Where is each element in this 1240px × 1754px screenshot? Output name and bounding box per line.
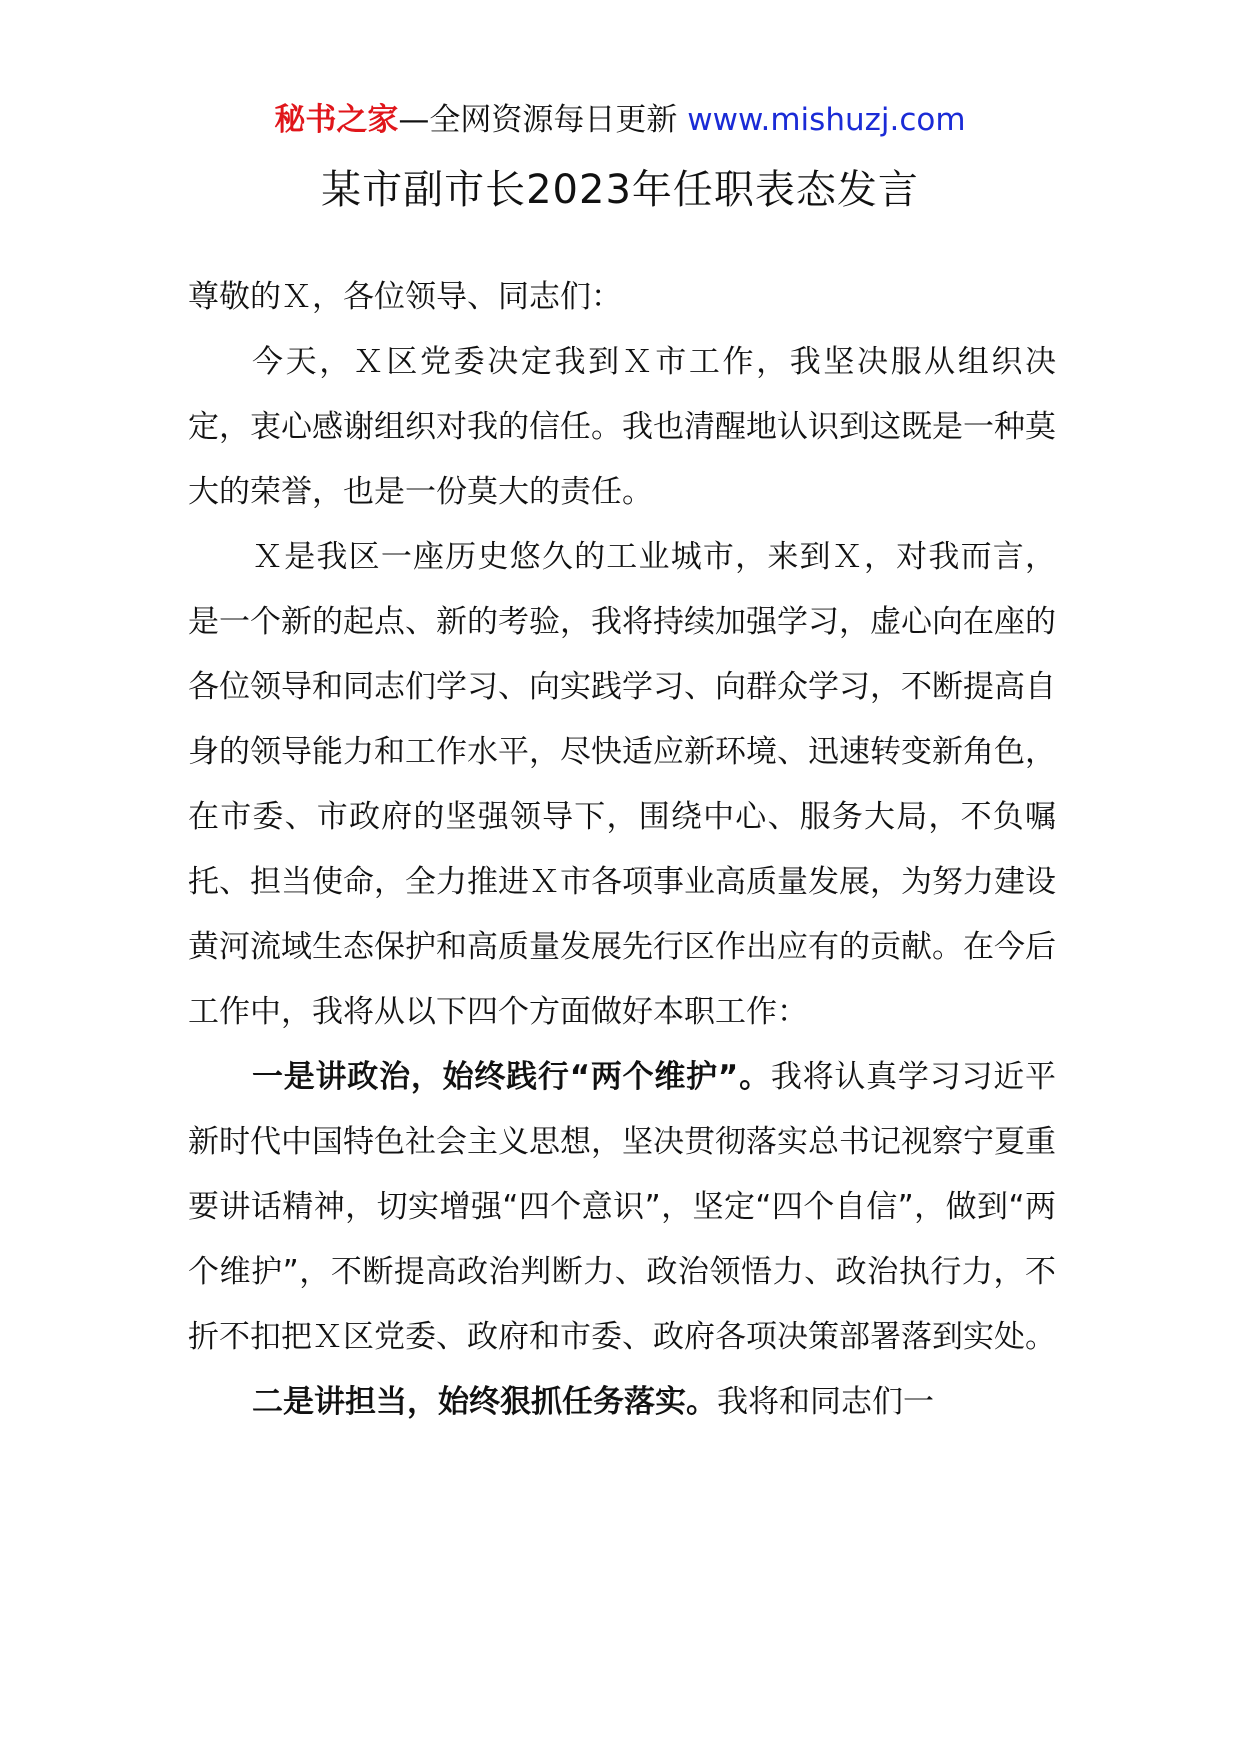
paragraph-4 <box>188 1370 1056 1435</box>
site-url-link[interactable]: www.mishuzj.com <box>687 102 966 138</box>
paragraph-lead: 一是讲政治，始终践行“两个维护”。 <box>252 1059 771 1095</box>
salutation: 尊敬的Ｘ，各位领导、同志们： <box>188 279 622 315</box>
paragraph-text: 我将和同志们一 <box>717 1384 934 1420</box>
site-header <box>0 100 1240 140</box>
document-body <box>188 265 1056 1435</box>
paragraph-text: Ｘ是我区一座历史悠久的工业城市，来到Ｘ，对我而言，是一个新的起点、新的考验，我将持续加强学习，虚心向在座的各位领导和同志们学习、向实践学习、向群众学习，不断提高自身的领导能力和工作水平，尽快适应新环境、迅速转变新角色，在市委、市政府的坚强领导下，围绕中心、服务大局，不负嘱托、担当使命，全力推进Ｘ市各项事业高质量发展，为努力建设黄河流域生态保护和高质量发展先行区作出应有的贡献。在今后工作中，我将从以下四个方面做好本职工作： <box>188 539 1056 1030</box>
header-slogan: —全网资源每日更新 <box>398 102 688 138</box>
paragraph-3 <box>188 1045 1056 1370</box>
paragraph-1 <box>188 330 1056 525</box>
paragraph-text: 我将认真学习习近平新时代中国特色社会主义思想，坚决贯彻落实总书记视察宁夏重要讲话精神，切实增强“四个意识”，坚定“四个自信”，做到“两个维护”，不断提高政治判断力、政治领悟力、政治执行力，不折不扣把Ｘ区党委、政府和市委、政府各项决策部署落到实处。 <box>188 1059 1057 1355</box>
paragraph-lead: 二是讲担当，始终狠抓任务落实。 <box>252 1384 717 1420</box>
paragraph-text: 今天，Ｘ区党委决定我到Ｘ市工作，我坚决服从组织决定，衷心感谢组织对我的信任。我也清醒地认识到这既是一种莫大的荣誉，也是一份莫大的责任。 <box>188 344 1056 510</box>
document-title: 某市副市长2023年任职表态发言 <box>321 167 919 213</box>
brand-name: 秘书之家 <box>274 102 399 138</box>
paragraph-2 <box>188 525 1056 1045</box>
